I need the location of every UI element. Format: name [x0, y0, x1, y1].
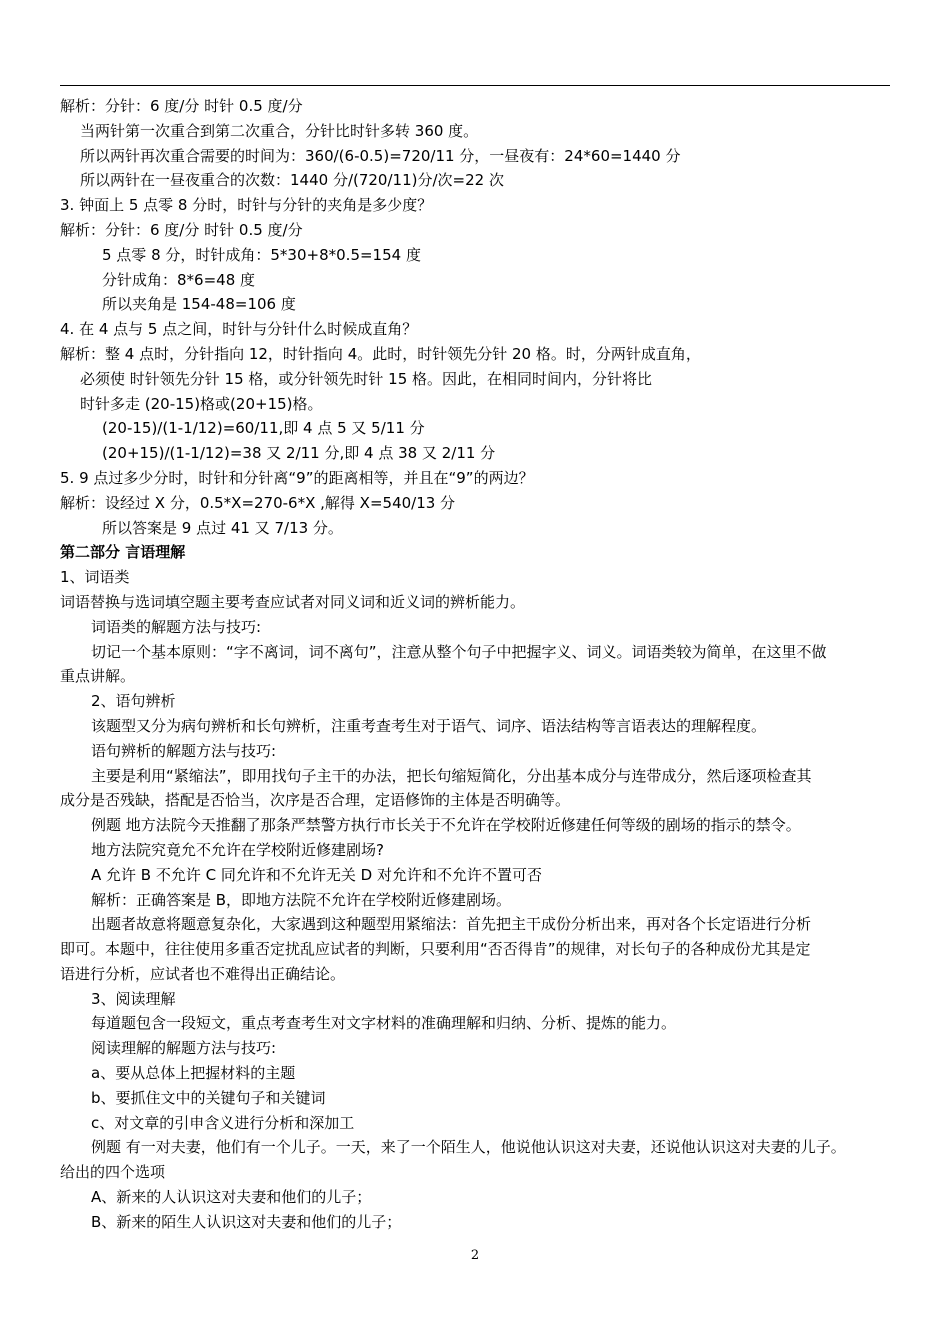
text-line: 解析：分针：6 度/分 时针 0.5 度/分: [60, 220, 303, 239]
text-line: 5 点零 8 分，时针成角：5*30+8*0.5=154 度: [102, 245, 421, 264]
text-line: 必须使 时针领先分针 15 格，或分针领先时针 15 格。因此，在相同时间内，分针将比: [80, 369, 653, 388]
text-line: 所以夹角是 154-48=106 度: [102, 295, 296, 314]
text-line: 1、词语类: [60, 568, 130, 587]
text-line: 3、阅读理解: [91, 989, 176, 1008]
text-line: 阅读理解的解题方法与技巧:: [91, 1039, 277, 1058]
text-line: 词语类的解题方法与技巧:: [91, 617, 262, 636]
text-line: b、要抓住文中的关键句子和关键词: [91, 1088, 326, 1107]
text-line: 地方法院究竟允不允许在学校附近修建剧场?: [91, 840, 384, 859]
text-line: 语进行分析，应试者也不难得出正确结论。: [60, 964, 346, 983]
text-line: 时针多走 (20-15)格或(20+15)格。: [80, 394, 323, 413]
text-line: 解析：整 4 点时，分针指向 12，时针指向 4。此时，时针领先分针 20 格。时，分两针成直角，: [60, 344, 701, 363]
text-line: 当两针第一次重合到第二次重合，分针比时针多转 360 度。: [80, 121, 479, 140]
page-number: 2: [470, 1248, 480, 1263]
text-line: 例题 有一对夫妻，他们有一个儿子。一天，来了一个陌生人，他说他认识这对夫妻，还说他认识这对夫妻的儿子。: [91, 1138, 846, 1157]
text-line: 出题者故意将题意复杂化，大家遇到这种题型用紧缩法：首先把主干成份分析出来，再对各个长定语进行分析: [91, 915, 812, 934]
text-line: 分针成角：8*6=48 度: [102, 270, 256, 289]
text-line: 给出的四个选项: [60, 1163, 166, 1182]
text-line: 该题型又分为病句辨析和长句辨析，注重考查考生对于语气、词序、语法结构等言语表达的理解程度。: [91, 716, 767, 735]
text-line: 语句辨析的解题方法与技巧:: [91, 741, 277, 760]
text-line: 3. 钟面上 5 点零 8 分时，时针与分针的夹角是多少度？: [60, 196, 433, 215]
text-line: 所以两针再次重合需要的时间为：360/(6-0.5)=720/11 分，一昼夜有：24*60=1440 分: [80, 146, 681, 165]
text-line: 解析：分针：6 度/分 时针 0.5 度/分: [60, 97, 303, 115]
text-line: 所以答案是 9 点过 41 又 7/13 分。: [102, 518, 343, 537]
text-line: (20+15)/(1-1/12)=38 又 2/11 分,即 4 点 38 又 2/11 分: [102, 444, 496, 463]
text-line: (20-15)/(1-1/12)=60/11,即 4 点 5 又 5/11 分: [102, 419, 425, 438]
text-line: 每道题包含一段短文，重点考查考生对文字材料的准确理解和归纳、分析、提炼的能力。: [91, 1014, 677, 1033]
text-line: A 允许 B 不允许 C 同允许和不允许无关 D 对允许和不允许不置可否: [91, 865, 542, 884]
text-line: 2、语句辨析: [91, 692, 176, 711]
section-heading: 第二部分 言语理解: [60, 543, 186, 562]
document-body: [60, 94, 895, 1235]
text-line: B、新来的陌生人认识这对夫妻和他们的儿子；: [91, 1212, 402, 1231]
text-line: a、要从总体上把握材料的主题: [91, 1064, 296, 1083]
text-line: 切记一个基本原则：“字不离词，词不离句”，注意从整个句子中把握字义、词义。词语类较为简单，在这里不做: [91, 642, 827, 661]
text-line: 解析：正确答案是 B，即地方法院不允许在学校附近修建剧场。: [91, 890, 512, 909]
text-line: 词语替换与选词填空题主要考查应试者对同义词和近义词的辨析能力。: [60, 592, 526, 611]
text-line: 解析：设经过 X 分，0.5*X=270-6*X ,解得 X=540/13 分: [60, 493, 456, 512]
text-line: c、对文章的引申含义进行分析和深加工: [91, 1113, 355, 1132]
text-line: 即可。本题中，往往使用多重否定扰乱应试者的判断，只要利用“否否得肯”的规律，对长句子的各种成份尤其是定: [60, 940, 811, 959]
text-line: 主要是利用“紧缩法”，即用找句子主干的办法，把长句缩短简化，分出基本成分与连带成分，然后逐项检查其: [91, 766, 812, 785]
header-rule: [60, 85, 890, 86]
text-line: 成分是否残缺，搭配是否恰当，次序是否合理，定语修饰的主体是否明确等。: [60, 791, 571, 810]
text-line: 4. 在 4 点与 5 点之间，时针与分针什么时候成直角？: [60, 320, 418, 339]
text-line: A、新来的人认识这对夫妻和他们的儿子；: [91, 1188, 372, 1207]
text-line: 5. 9 点过多少分时，时针和分针离“9”的距离相等，并且在“9”的两边？: [60, 468, 534, 487]
text-line: 重点讲解。: [60, 667, 136, 686]
text-line: 例题 地方法院今天推翻了那条严禁警方执行市长关于不允许在学校附近修建任何等级的剧场的指示的禁令。: [91, 816, 801, 835]
text-line: 所以两针在一昼夜重合的次数：1440 分/(720/11)分/次=22 次: [80, 171, 504, 190]
